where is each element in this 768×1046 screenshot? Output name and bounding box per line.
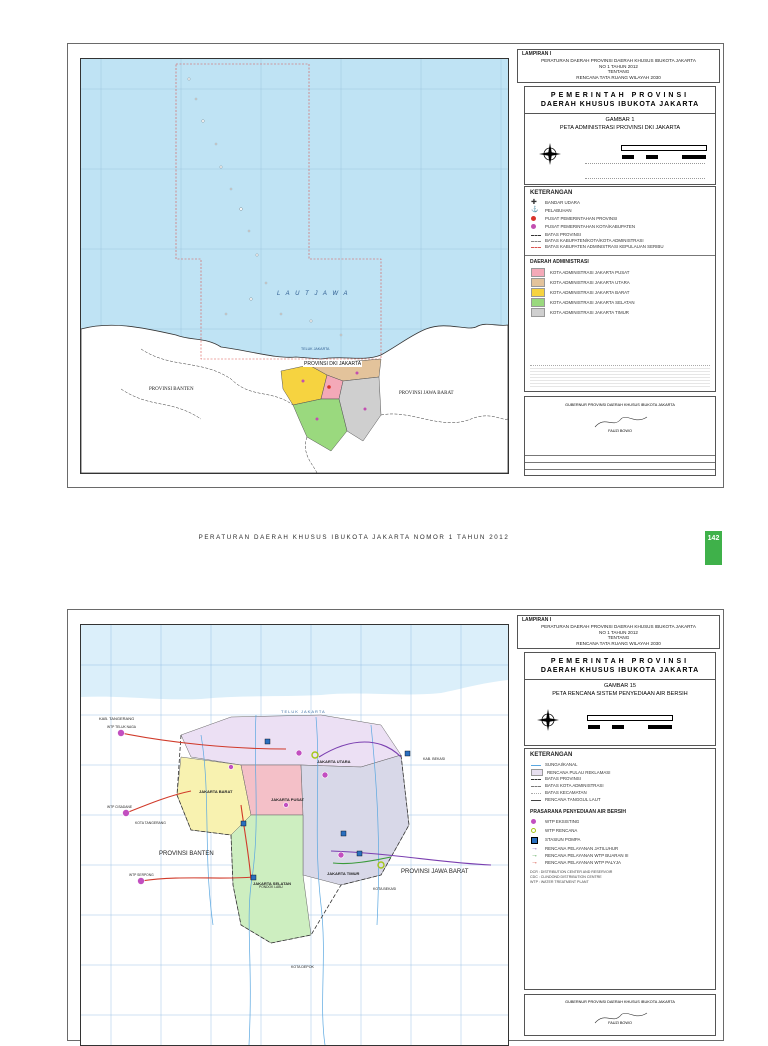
wtp-cisadane-label: WTP CISADANE: [107, 805, 133, 809]
legend-row-batas-provinsi: BATAS PROVINSI: [531, 232, 581, 237]
compass-icon: [537, 141, 563, 167]
prasarana-heading: PRASARANA PENYEDIAAN AIR BERSIH: [530, 809, 627, 815]
airport-icon: ✚: [531, 199, 537, 206]
teluk-label: TELUK JAKARTA: [281, 709, 326, 714]
daerah-row-barat: KOTA ADMINISTRASI JAKARTA BARAT: [531, 288, 629, 297]
reclamation-swatch: [531, 769, 543, 776]
signature-title: GUBERNUR PROVINSI DAERAH KHUSUS IBUKOTA JAKARTA: [565, 403, 675, 407]
compass-icon: [535, 707, 561, 733]
jakarta-utara-label: JAKARTA UTARA: [317, 759, 351, 764]
jabar-label: PROVINSI JAWA BARAT: [401, 869, 469, 875]
prasarana-row-wtp-eksisting: WTP EKSISTING: [531, 819, 579, 824]
legend-row-kota-center: PUSAT PEMERINTAHAN KOTA/KABUPATEN: [531, 224, 635, 229]
dki-label: PROVINSI DKI JAKARTA: [304, 361, 362, 367]
projection-note: [585, 163, 705, 179]
keterangan-heading: KETERANGAN: [530, 752, 573, 758]
page-number-badge: 142: [705, 531, 722, 565]
timur-swatch: [531, 308, 545, 317]
line-icon: [531, 779, 541, 780]
keterangan-heading: KETERANGAN: [530, 190, 573, 196]
daerah-row-timur: KOTA ADMINISTRASI JAKARTA TIMUR: [531, 308, 629, 317]
note-cdc: CDC : CLINDOND DISTRIBUTION CENTRE: [530, 875, 602, 879]
legend-row-airport: ✚ BANDAR UDARA: [531, 199, 580, 206]
pondok-label: PONDOK LABU: [259, 885, 283, 889]
perda-line-3: TENTANG: [607, 635, 630, 641]
legend-row-port: ⚓ PELABUHAN: [531, 207, 572, 213]
sea-area: [81, 625, 508, 699]
map-title: PETA ADMINISTRASI PROVINSI DKI JAKARTA: [559, 125, 681, 131]
pusat-swatch: [531, 268, 545, 277]
jakarta-selatan-region: [231, 815, 311, 943]
line-icon: [531, 800, 541, 801]
legend-row-tanggul: RENCANA TANGGUL LAUT: [531, 797, 601, 802]
legend-row-sungai: SUNGAI/KANAL: [531, 762, 577, 767]
map-sheet-administrasi: [67, 43, 724, 488]
signature-box: [524, 396, 716, 476]
wtp-existing-icon: [531, 819, 536, 824]
signature-drawing: [591, 409, 651, 433]
government-box-2: [524, 652, 716, 746]
map-area-administrasi: [80, 58, 509, 474]
signature-title: GUBERNUR PROVINSI DAERAH KHUSUS IBUKOTA JAKARTA: [565, 1000, 675, 1004]
legend-row-batas-seribu: BATAS KABUPATEN ADMINISTRASI KEPULAUAN SERIBU: [531, 244, 664, 249]
gambar-label: GAMBAR 15: [603, 683, 637, 689]
legend-row-batas-kota: BATAS KOTA ADMINISTRASI: [531, 783, 604, 788]
red-arrow-icon: →: [531, 859, 538, 866]
gov-line-2: DAERAH KHUSUS IBUKOTA JAKARTA: [540, 667, 700, 674]
daerah-heading: DAERAH ADMINISTRASI: [530, 259, 589, 265]
legend-row-provinsi-center: PUSAT PEMERINTAHAN PROVINSI: [531, 216, 617, 221]
kab-tangerang-label: KAB. TANGERANG: [99, 716, 135, 721]
map-sheet-air-bersih: [67, 609, 724, 1041]
administrasi-map-svg: [81, 59, 508, 473]
prasarana-row-stasiun-pompa: STASIUN POMPA: [531, 837, 580, 842]
line-icon: [531, 793, 541, 794]
river-line-icon: [531, 765, 541, 766]
gambar-label: GAMBAR 1: [605, 117, 635, 123]
perda-line-4: RENCANA TATA RUANG WILAYAH 2030: [576, 640, 661, 646]
legend-row-batas-provinsi: BATAS PROVINSI: [531, 776, 581, 781]
jakarta-selatan-label: JAKARTA SELATAN: [253, 881, 292, 886]
map-title: PETA RENCANA SISTEM PENYEDIAAN AIR BERSIH: [552, 691, 688, 697]
air-bersih-map-svg: [81, 625, 508, 1045]
perda-line-1: PERATURAN DAERAH PROVINSI DAERAH KHUSUS IBUKOTA JAKARTA: [541, 624, 696, 629]
line-icon: [531, 241, 541, 242]
purple-dot-icon: [531, 224, 536, 229]
kota-depok-label: KOTA DEPOK: [291, 965, 314, 969]
green-arrow-icon: →: [531, 852, 538, 859]
prasarana-row-wtp-rencana: WTP RENCANA: [531, 828, 577, 833]
daerah-row-selatan: KOTA ADMINISTRASI JAKARTA SELATAN: [531, 298, 635, 307]
seribu-boundary: [176, 64, 381, 359]
jakarta-pusat-label: JAKARTA PUSAT: [271, 797, 305, 802]
perda-line-2: NO 1 TAHUN 2012: [599, 629, 638, 635]
government-box: [524, 86, 716, 185]
daerah-row-pusat: KOTA ADMINISTRASI JAKARTA PUSAT: [531, 268, 629, 277]
anchor-icon: ⚓: [531, 207, 539, 213]
prasarana-row-palyja: → RENCANA PELAYANAN WTP PALYJA: [531, 859, 621, 866]
line-icon: [531, 247, 541, 248]
perda-line-1: PERATURAN DAERAH PROVINSI DAERAH KHUSUS IBUKOTA JAKARTA: [541, 58, 696, 63]
wtp-planned-icon: [531, 828, 536, 833]
gov-line-2: DAERAH KHUSUS IBUKOTA JAKARTA: [540, 101, 700, 108]
selatan-swatch: [531, 298, 545, 307]
wtp-teluk-naga-label: WTP TELUK NAGA: [107, 725, 137, 729]
prasarana-row-jatiluhur: → RENCANA PELAYANAN JATILUHUR: [531, 845, 619, 852]
perda-line-4: RENCANA TATA RUANG WILAYAH 2030: [576, 74, 661, 80]
red-dot-icon: [531, 216, 536, 221]
signature-drawing: [591, 1005, 651, 1029]
signature-name: FAUZI BOWO: [608, 429, 632, 433]
purple-arrow-icon: →: [531, 845, 538, 852]
daerah-row-utara: KOTA ADMINISTRASI JAKARTA UTARA: [531, 278, 630, 287]
legend-row-reklamasi: RENCANA PULAU REKLAMASI: [531, 769, 610, 776]
perda-line-2: NO 1 TAHUN 2012: [599, 63, 638, 69]
perda-line-3: TENTANG: [607, 69, 630, 75]
lampiran-label: LAMPIRAN I: [522, 51, 552, 57]
note-wtp: WTP : WATER TREATMENT PLANT: [530, 880, 589, 884]
utara-swatch: [531, 278, 545, 287]
title-box: [517, 49, 720, 83]
legend-box: [524, 186, 716, 392]
line-icon: [531, 235, 541, 236]
legend-row-batas-kecamatan: BATAS KECAMATAN: [531, 790, 587, 795]
line-icon: [531, 786, 541, 787]
banten-label: PROVINSI BANTEN: [159, 851, 214, 857]
jabar-label: PROVINSI JAWA BARAT: [399, 391, 454, 396]
kota-tangerang-label: KOTA TANGERANG: [135, 821, 166, 825]
banten-label: PROVINSI BANTEN: [149, 387, 194, 392]
scale-bar: [587, 715, 673, 721]
kota-bekasi-label: KOTA BEKASI: [373, 887, 397, 891]
barat-swatch: [531, 288, 545, 297]
prasarana-row-buaran: → RENCANA PELAYANAN WTP BUARAN III: [531, 852, 629, 859]
sumber-notes: [530, 365, 710, 388]
kab-bekasi-label: KAB. BEKASI: [423, 757, 446, 761]
jakarta-barat-label: JAKARTA BARAT: [199, 789, 233, 794]
legend-box-2: [524, 748, 716, 990]
jakarta-utara-region: [181, 715, 401, 767]
scale-bar: [621, 145, 707, 151]
signature-name: FAUZI BOWO: [608, 1021, 632, 1025]
gov-line-1: PEMERINTAH PROVINSI: [550, 658, 690, 665]
footer-text: PERATURAN DAERAH KHUSUS IBUKOTA JAKARTA NOMOR 1 TAHUN 2012: [198, 534, 510, 541]
page-footer: [0, 528, 768, 548]
jakarta-timur-label: JAKARTA TIMUR: [327, 871, 360, 876]
sea-label: L A U T J A W A: [277, 291, 350, 297]
pump-station-icon: [531, 837, 538, 844]
signature-box-2: [524, 994, 716, 1036]
jakarta-pusat-region: [241, 765, 303, 815]
title-box-2: [517, 615, 720, 649]
gov-line-1: PEMERINTAH PROVINSI: [550, 92, 690, 99]
legend-row-batas-kota: BATAS KABUPATEN/KOTA/KOTA ADMINISTRASI: [531, 238, 644, 243]
note-dcr: DCR : DISTRIBUTION CENTER AND RESERVOIR: [530, 870, 613, 874]
map-area-air-bersih: [80, 624, 509, 1046]
wtp-serpong-label: WTP SERPONG: [129, 873, 154, 877]
lampiran-label: LAMPIRAN I: [522, 617, 552, 623]
teluk-label: TELUK JAKARTA: [301, 347, 330, 351]
